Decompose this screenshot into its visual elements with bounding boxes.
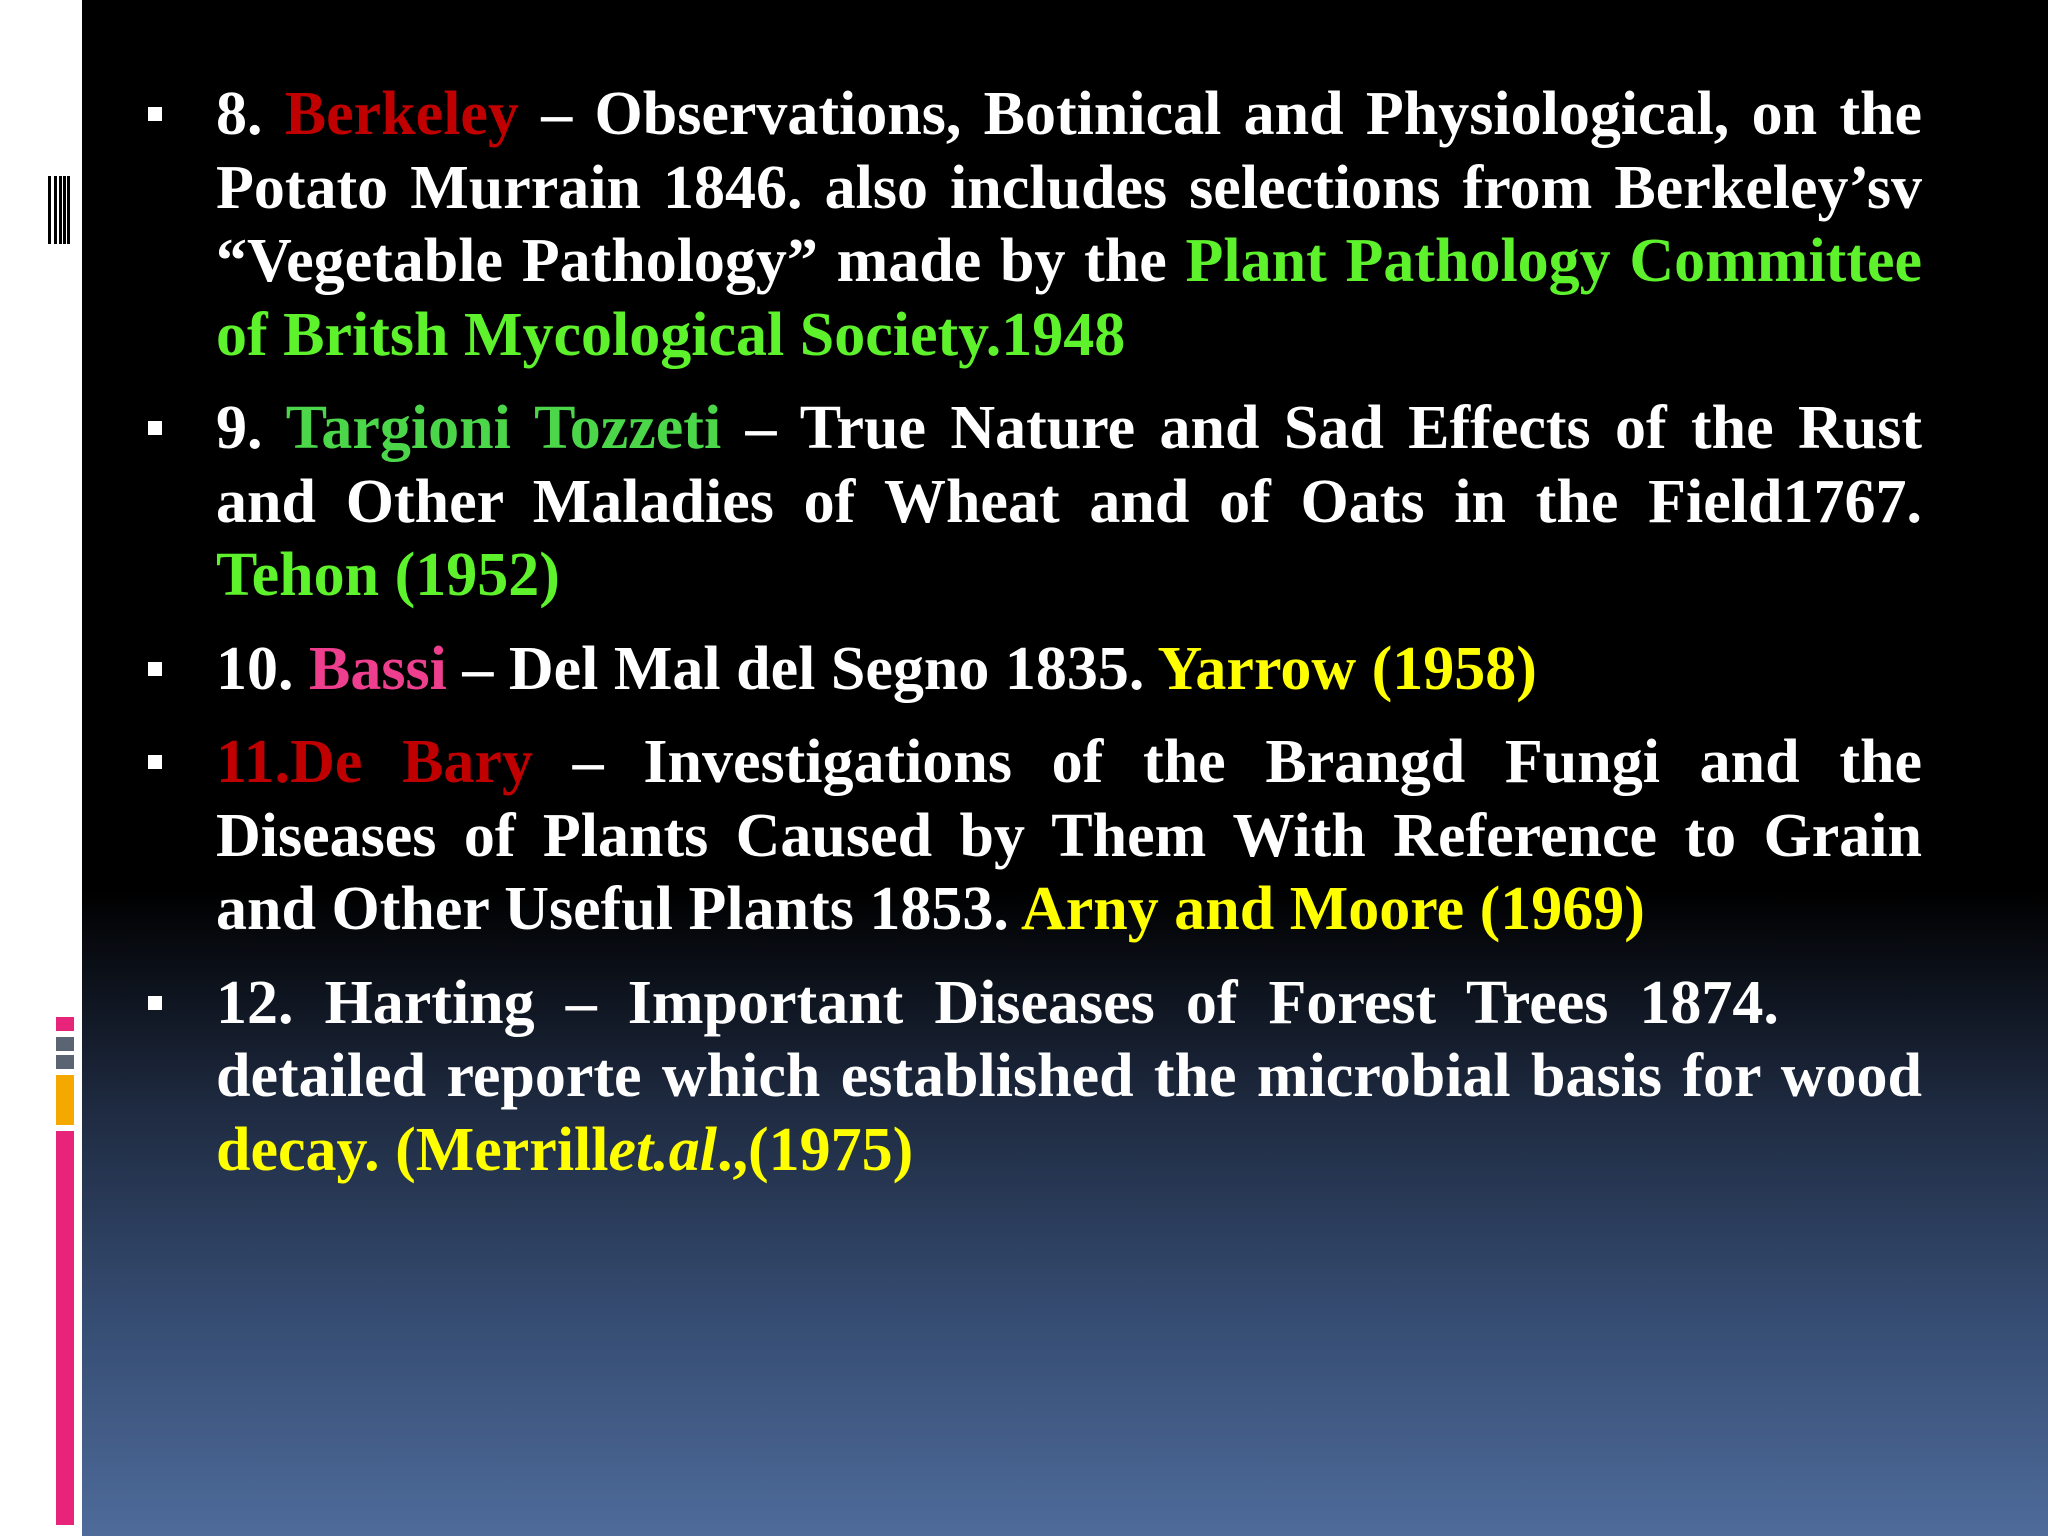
item-reference: Tehon (1952) <box>216 541 560 609</box>
accent-bar-gray <box>56 1037 74 1051</box>
item-text: – Investigations of the Brangd Fungi and the Diseases of Plants Caused by Them With Reference to Grain and Other Useful Plants 1853. <box>216 728 1922 943</box>
author-name: 11.De Bary <box>216 728 533 796</box>
bullet-square-icon <box>148 662 162 676</box>
item-reference: Yarrow (1958) <box>1157 634 1537 703</box>
item-text: – True Nature and Sad Effects of the Rust and Other Maladies of Wheat and of Oats in the Field1767. <box>216 394 1922 536</box>
author-name: Bassi <box>309 634 447 703</box>
accent-bar-gray-2 <box>56 1055 74 1069</box>
item-reference: Plant Pathology Committee of Britsh Mycological Society.1948 <box>216 227 1922 369</box>
bullet-square-icon <box>148 755 162 769</box>
item-text-continued: detailed reporte which established the microbial basis for wood <box>216 1042 1922 1110</box>
item-text: – Observations, Botinical and Physiological, on the Potato Murrain 1846. also includes selections from Berkeley’sv “Vegetable Pathology” made by the <box>216 80 1923 295</box>
list-item <box>142 726 1922 947</box>
item-reference-year: .,(1975) <box>716 1115 914 1184</box>
list-item <box>142 392 1922 613</box>
accent-bar-orange <box>56 1075 74 1125</box>
reference-list <box>142 78 1922 1207</box>
bullet-square-icon <box>148 421 162 435</box>
item-text: 12. Harting – Important Diseases of Forest Trees 1874. <box>216 968 1779 1037</box>
item-reference-italic: et.al <box>608 1115 717 1184</box>
list-item <box>142 967 1922 1188</box>
item-reference: Arny and Moore (1969) <box>1020 875 1645 943</box>
list-item <box>142 633 1922 707</box>
item-number: 8. <box>216 80 263 148</box>
author-name: Berkeley <box>284 80 519 148</box>
accent-bar-pink-top <box>56 1017 74 1031</box>
item-number: 10. <box>216 634 294 703</box>
decorative-lines <box>48 176 70 244</box>
bullet-square-icon <box>148 107 162 121</box>
item-text: – Del Mal del Segno 1835. <box>462 634 1145 703</box>
list-item <box>142 78 1922 372</box>
bullet-square-icon <box>148 996 162 1010</box>
accent-bar-pink <box>56 1131 74 1525</box>
item-number: 9. <box>216 394 263 462</box>
author-name: Targioni Tozzeti <box>285 394 722 462</box>
slide <box>82 0 2048 1536</box>
item-reference: decay. (Merrill <box>216 1115 609 1184</box>
